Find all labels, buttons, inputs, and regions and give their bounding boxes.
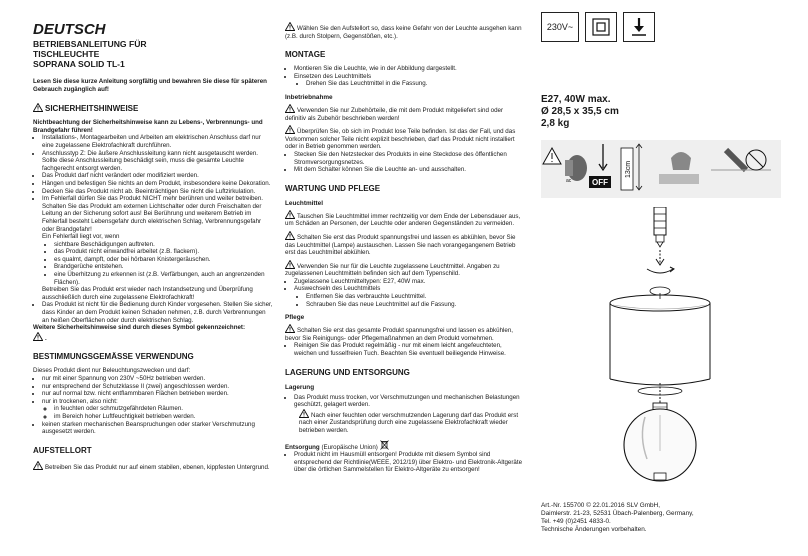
list-item: • Das Produkt darf nicht verändert oder modifiziert werden.: [42, 172, 273, 180]
spec-line: E27, 40W max.: [541, 94, 611, 105]
symbol-row: [541, 12, 791, 42]
safety-list: [33, 134, 273, 324]
entsorgung-list: [285, 451, 525, 474]
montage-heading: MONTAGE: [285, 50, 326, 60]
lamp-list: [285, 278, 525, 308]
usage-list: [33, 375, 273, 436]
list-item: • Installations-, Montagearbeiten und Arbeiten am elektrischen Anschluss darf nur eine zugelassene Elektrofachkraft durchführen.: [42, 134, 273, 149]
footer-imprint: [541, 502, 694, 534]
list-item: • das Produkt nicht einwandfrei arbeitet (z.B. flackern).: [54, 248, 273, 256]
setup-continued: Wählen Sie den Aufstellort so, dass keine Gefahr von der Leuchte ausgehen kann (z.B. durch Stolpern, Gegenstößen, etc.).: [285, 22, 525, 40]
list-item: • sichtbare Beschädigungen auftreten.: [54, 241, 273, 249]
column-left: [33, 22, 273, 471]
safety-heading: SICHERHEITSHINWEISE: [33, 103, 273, 114]
footer-line: Art.-Nr. 155700 © 22.01.2016 SLV GmbH,: [541, 502, 660, 509]
storage-heading: LAGERUNG UND ENTSORGUNG: [285, 367, 410, 377]
crossed-bin-icon: [380, 440, 389, 450]
footer-line: Technische Änderungen vorbehalten.: [541, 526, 647, 533]
list-item: • keinen starken mechanischen Beanspruchungen oder starker Verschmutzung ausgesetzt werden.: [42, 421, 273, 436]
bulb-icon: [654, 207, 666, 247]
symbol-note: Weitere Sicherheitshinweise sind durch dieses Symbol gekennzeichnet: .: [33, 324, 246, 342]
list-item: • Das Produkt ist nicht für die Bedienung durch Kinder vorgesehen. Stellen Sie sicher, dass Kinder an dem Produkt keinen Schaden nehmen, z.B. durch Verbrennungen an heißen Oberflächen oder durch elektrischen Schlag.: [42, 301, 273, 324]
inbetrieb-p1: Verwenden Sie nur Zubehörteile, die mit dem Produkt mitgeliefert sind oder definitiv als Zubehör beschrieben werden!: [285, 104, 525, 122]
list-item: • nur in trockenen, also nicht: ◦ in feuchten oder schmutzgefährdeten Räumen. ◦ im Bereich hoher Luftfeuchtigkeit betrieben werden.: [42, 398, 273, 421]
indoor-use-icon: [623, 12, 655, 42]
warning-icon: [33, 332, 43, 341]
safety-illustrations: [541, 140, 781, 200]
warning-icon: [285, 231, 295, 240]
svg-text:ac: ac: [566, 178, 572, 184]
inbetrieb-p2: Überprüfen Sie, ob sich im Produkt lose Teile befinden. Ist das der Fall, und das Vorkommen solcher Teile nicht explizit beschrieben, darf das Produkt nicht installiert oder in Betrieb genommen werden.: [285, 125, 525, 151]
list-item: • Decken Sie das Produkt nicht ab. Beeinträchtigen Sie nicht die Luftzirkulation.: [42, 188, 273, 196]
list-item: • nur mit einer Spannung von 230V ~50Hz betrieben werden.: [42, 375, 273, 383]
warning-icon: [285, 22, 295, 31]
care-heading: WARTUNG UND PFLEGE: [285, 183, 381, 193]
assembly-diagram: [541, 207, 781, 482]
lagerung-heading: Lagerung: [285, 383, 315, 391]
list-item: • Montieren Sie die Leuchte, wie in der Abbildung dargestellt.: [294, 65, 525, 73]
pflege-p1: Schalten Sie erst das gesamte Produkt spannungsfrei und lassen es abkühlen, bevor Sie Reinigungs- oder Pflegemaßnahmen an dem Produkt vornehmen.: [285, 324, 525, 342]
distance-label: 13cm: [625, 160, 632, 178]
title-line-3: SOPRANA SOLID TL-1: [33, 59, 125, 69]
column-middle: [285, 22, 525, 474]
setup-text: Betreiben Sie das Produkt nur auf einem stabilen, ebenen, kippfesten Untergrund.: [33, 461, 273, 472]
list-item: ◦ in feuchten oder schmutzgefährdeten Räumen.: [54, 405, 273, 413]
glass-base-icon: [624, 409, 696, 481]
list-item: • Im Fehlerfall dürfen Sie das Produkt NICHT mehr berühren und weiter betreiben. Schalten Sie das Produkt am externen Lichtschalter oder durch Freischalten der Leitung an der Sicherung sofort aus! Bei Berührung und weiterem Betrieb im Fehlerfall besteht Lebensgefahr durch elektrischen Schlag, Verbrennungsgefahr oder Brandgefahr! Ein Fehlerfall liegt vor, wenn • sichtbare Beschädigungen auftreten. • das Produkt nicht einwandfrei arbeitet (z.B. flackern). • es qualmt, dampft, oder bei hörbaren Knistergeräuschen. • Brandgerüche entstehen. • eine Überhitzung zu erkennen ist (z.B. Verfärbungen, auch an angrenzenden Flächen). Betreiben Sie das Produkt erst wieder nach Instandsetzung und Überprüfung ausschließlich durch eine zugelassene Elektrofachkraft!: [42, 195, 273, 301]
voltage-symbol: 230V~: [541, 12, 579, 42]
list-item: • Hängen und befestigen Sie nichts an dem Produkt, insbesondere keine Dekoration.: [42, 180, 273, 188]
warning-icon: [299, 409, 309, 418]
list-item: • eine Überhitzung zu erkennen ist (z.B. Verfärbungen, auch an angrenzenden Flächen).: [54, 271, 273, 286]
list-item: • Reinigen Sie das Produkt regelmäßig - nur mit einem leicht angefeuchteten, weichen und fusselfreien Tuch. Beachten Sie eventuell beiliegende Hinweise.: [294, 342, 525, 357]
list-item: • Stecken Sie den Netzstecker des Produkts in eine Steckdose des öffentlichen Stromversorgungsnetzes.: [294, 151, 525, 166]
list-item: • Entfernen Sie das verbrauchte Leuchtmittel.: [306, 293, 525, 301]
warning-icon: [285, 104, 295, 113]
lamp-p3: Verwenden Sie nur für die Leuchte zugelassene Leuchtmittel. Angaben zu zugelassenen Leuchtmitteln befinden sich auf dem Typenschild.: [285, 260, 525, 278]
inbetrieb-list: [285, 151, 525, 174]
title-line-1: BETRIEBSANLEITUNG FÜR: [33, 39, 147, 49]
list-item: ◦ im Bereich hoher Luftfeuchtigkeit betrieben werden.: [54, 413, 273, 421]
list-item: • Produkt nicht im Hausmüll entsorgen! Produkte mit diesem Symbol sind entsprechend der Richtlinie(WEEE, 2012/19) über Elektro- und Elektronik-Altgeräte über die örtlichen Sammelstellen für Elektro-Altgeräte zu entsorgen!: [294, 451, 525, 474]
pflege-list: [285, 342, 525, 357]
list-item: • nur entsprechend der Schutzklasse II (zwei) angeschlossen werden.: [42, 383, 273, 391]
list-item: • es qualmt, dampft, oder bei hörbaren Knistergeräuschen.: [54, 256, 273, 264]
setup-heading: AUFSTELLORT: [33, 445, 92, 455]
entsorgung-heading: Entsorgung (Europäische Union): [285, 440, 525, 452]
spec-block: [541, 94, 791, 130]
footer-line: Tel. +49 (0)2451 4833-0.: [541, 518, 611, 525]
title-line-2: TISCHLEUCHTE: [33, 49, 100, 59]
warning-icon: [33, 461, 43, 470]
usage-lead: Dieses Produkt dient nur Beleuchtungszwecken und darf:: [33, 367, 191, 375]
lamp-p1: Tauschen Sie Leuchtmittel immer rechtzeitig vor dem Ende der Lebensdauer aus, um Schäden an Personen, der Leuchte oder anderen Gegenständen zu vermeiden.: [285, 210, 525, 228]
list-item: • Brandgerüche entstehen.: [54, 263, 273, 271]
list-item: • Einsetzen des Leuchtmittels • Drehen Sie das Leuchtmittel in die Fassung.: [294, 73, 525, 88]
warning-icon: [285, 210, 295, 219]
list-item: • Zugelassene Leuchtmitteltypen: E27, 40W max.: [294, 278, 525, 286]
pflege-heading: Pflege: [285, 314, 305, 322]
lagerung-p: Nach einer feuchten oder verschmutzenden Lagerung darf das Produkt erst nach einer Zustandsprüfung durch eine zugelassene Elektrofachkraft wieder betrieben werden.: [285, 409, 525, 435]
lamp-heading: Leuchtmittel: [285, 199, 323, 207]
warning-icon: [285, 324, 295, 333]
list-item: • Das Produkt muss trocken, vor Verschmutzungen und mechanischen Belastungen geschützt, gelagert werden.: [294, 394, 525, 409]
list-item: • Anschlusstyp Z: Die äußere Anschlussleitung kann nicht ausgetauscht werden. Sollte diese Anschlussleitung beschädigt sein, muss die gesamte Leuchte fachgerecht entsorgt werden.: [42, 150, 273, 173]
usage-heading: BESTIMMUNGSGEMÄSSE VERWENDUNG: [33, 352, 194, 362]
list-item: • nur auf normal bzw. nicht entflammbaren Flächen betrieben werden.: [42, 390, 273, 398]
class-ii-icon: [585, 12, 617, 42]
montage-list: [285, 65, 525, 88]
list-item: • Drehen Sie das Leuchtmittel in die Fassung.: [306, 80, 525, 88]
inbetrieb-heading: Inbetriebnahme: [285, 93, 333, 101]
footer-line: Daimlerstr. 21-23, 52531 Übach-Palenberg, Germany,: [541, 510, 694, 517]
warning-icon: [285, 260, 295, 269]
spec-line: 2,8 kg: [541, 118, 570, 129]
language-heading: DEUTSCH: [33, 21, 106, 38]
spec-line: Ø 28,5 x 35,5 cm: [541, 106, 619, 117]
list-item: • Mit dem Schalter können Sie die Leuchte an- und ausschalten.: [294, 166, 525, 174]
intro-text: Lesen Sie diese kurze Anleitung sorgfältig und bewahren Sie diese für späteren Gebrauch zugänglich auf!: [33, 78, 267, 93]
off-label: OFF: [592, 178, 608, 187]
safety-lead: Nichtbeachtung der Sicherheitshinweise kann zu Lebens-, Verbrennungs- und Brandgefahr führen!: [33, 119, 263, 134]
shade-icon: [610, 287, 710, 385]
column-right: [541, 12, 791, 533]
list-item: • Schrauben Sie das neue Leuchtmittel auf die Fassung.: [306, 301, 525, 309]
warning-icon: [33, 103, 43, 112]
lamp-p2: Schalten Sie erst das Produkt spannungsfrei und lassen es abkühlen, bevor Sie das Leuchtmittel (Lampe) austauschen. Lassen Sie nach vorangegangenem Betrieb erst das Leuchtmittel abkühlen.: [285, 231, 525, 257]
lagerung-list: [285, 394, 525, 409]
warning-icon: [285, 125, 295, 134]
list-item: • Auswechseln des Leuchtmittels • Entfernen Sie das verbrauchte Leuchtmittel. • Schrauben Sie das neue Leuchtmittel auf die Fassung.: [294, 285, 525, 308]
